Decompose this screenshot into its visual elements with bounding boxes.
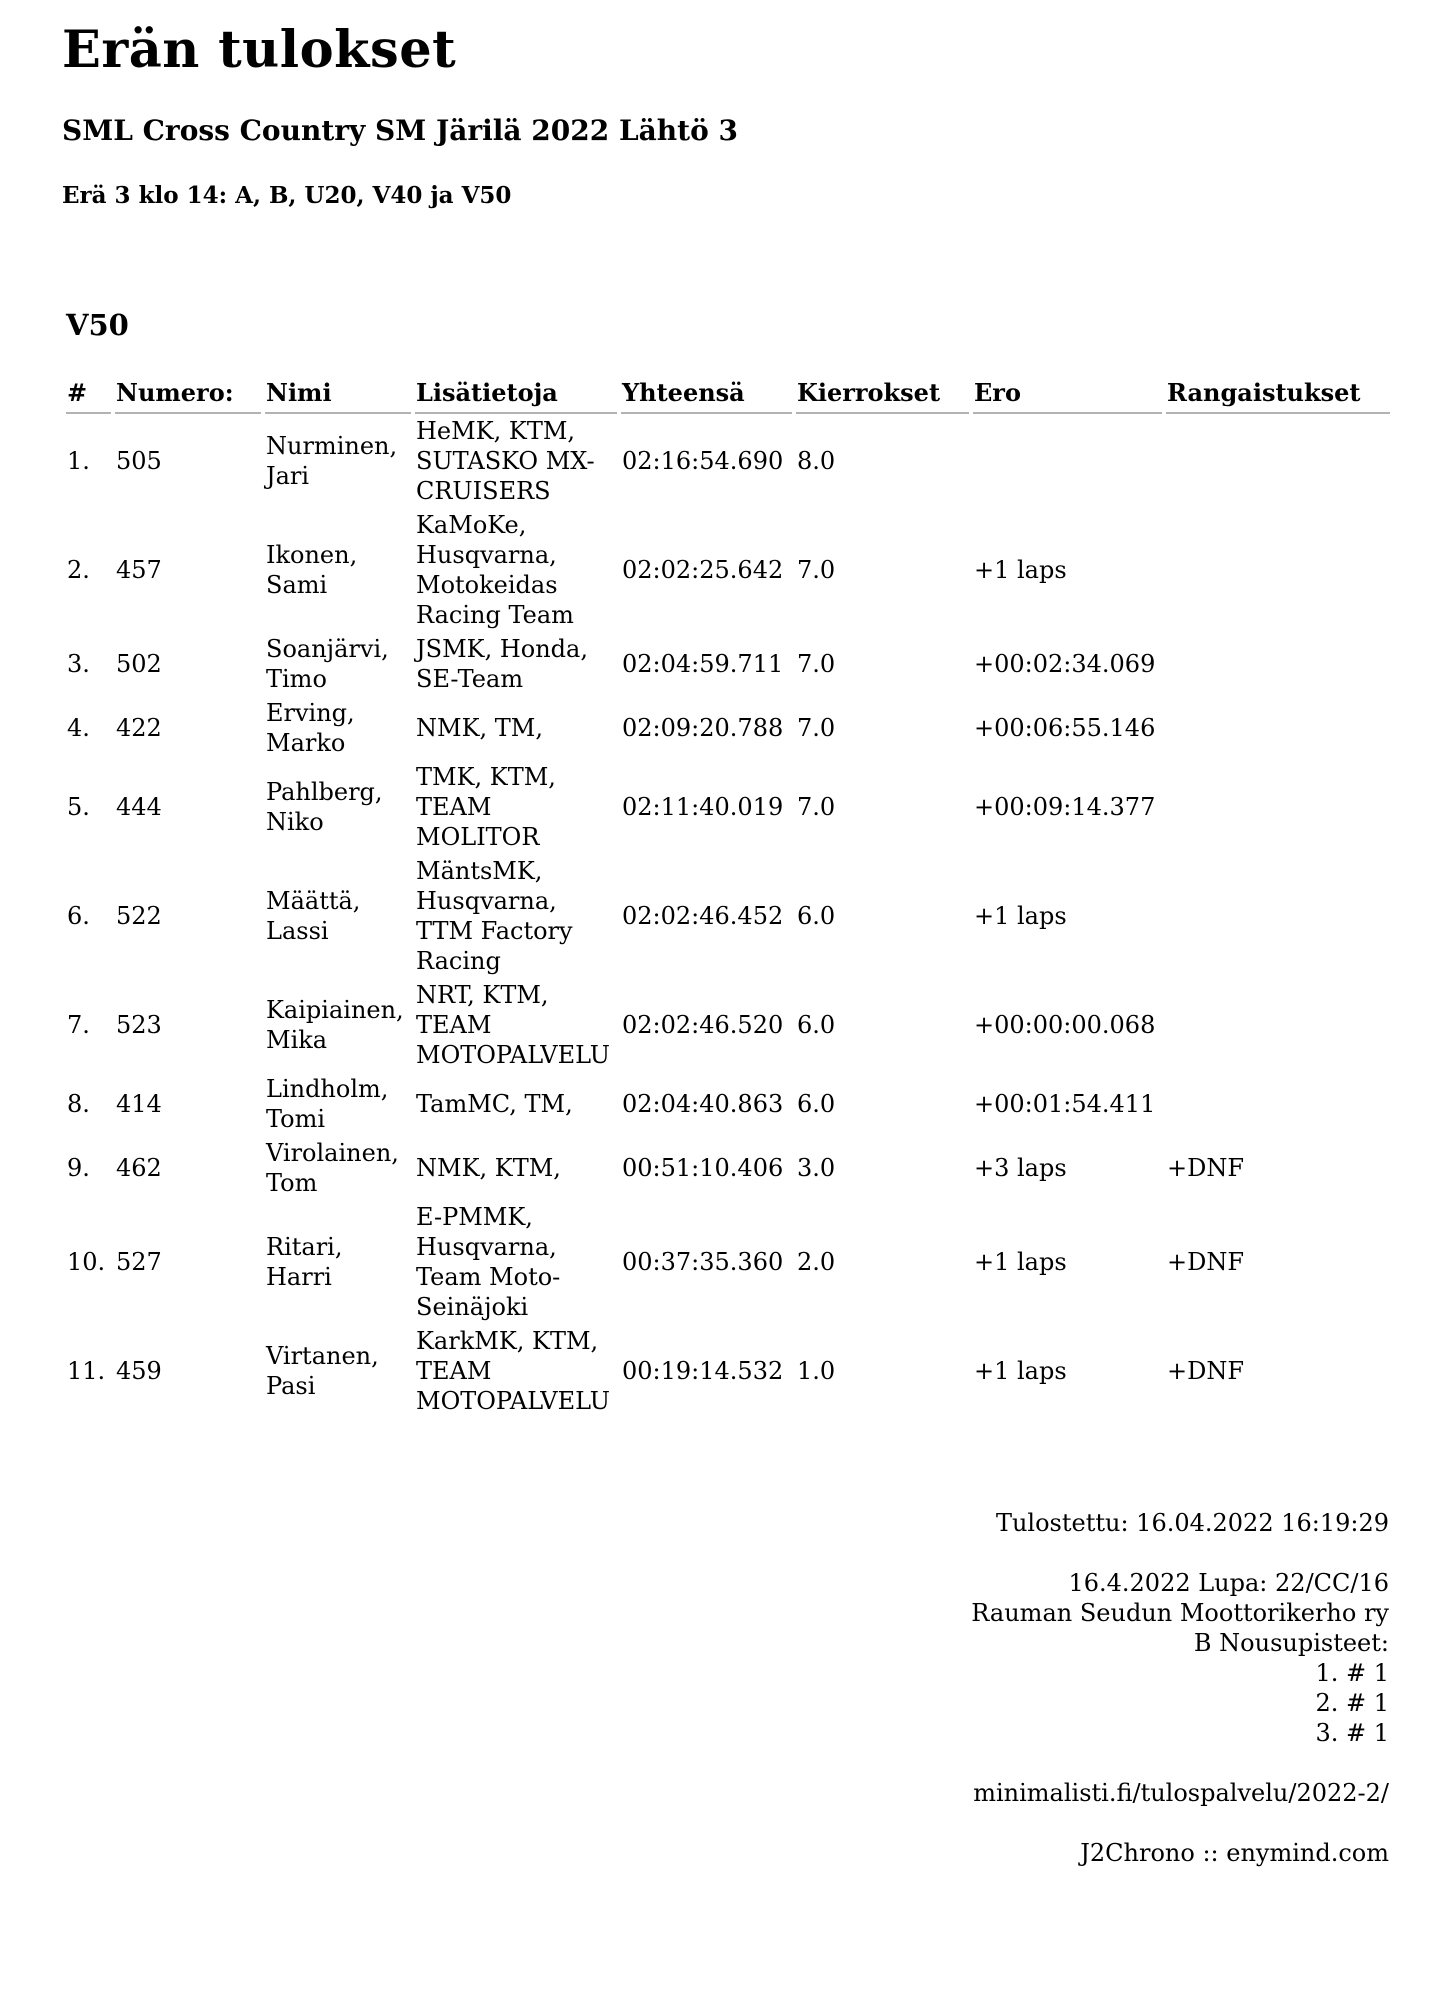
cell-penalty [1166, 854, 1390, 978]
spacer [971, 1808, 1389, 1838]
cell-info: KaMoKe, Husqvarna, Motokeidas Racing Team [416, 511, 574, 629]
cell-name: Ritari, Harri [266, 1233, 343, 1291]
cell-number: 523 [116, 1011, 162, 1039]
cell-name: Määttä, Lassi [266, 887, 361, 945]
cell-number: 414 [116, 1090, 162, 1118]
cell-gap [973, 414, 1162, 508]
cell-number: 459 [116, 1357, 162, 1385]
results-table [62, 374, 1394, 1418]
cell-info: KarkMK, KTM, TEAM MOTOPALVELU [416, 1327, 611, 1415]
cell-number: 422 [116, 714, 162, 742]
cell-penalty: +DNF [1167, 1154, 1245, 1182]
cell-penalty [1166, 696, 1390, 760]
table-row [66, 1072, 1390, 1136]
table-row [66, 1200, 1390, 1324]
cell-position: 1. [67, 447, 90, 475]
column-header-position: # [66, 374, 111, 414]
cell-gap: +00:02:34.069 [974, 650, 1156, 678]
cell-position: 6. [67, 902, 90, 930]
cell-name: Erving, Marko [266, 699, 355, 757]
table-row [66, 696, 1390, 760]
cell-total: 00:19:14.532 [622, 1357, 784, 1385]
column-header-penalties: Rangaistukset [1166, 374, 1390, 414]
cell-penalty [1166, 1072, 1390, 1136]
spacer [971, 1538, 1389, 1568]
column-header-number: Numero: [115, 374, 261, 414]
cell-name: Ikonen, Sami [266, 541, 358, 599]
cell-info: MäntsMK, Husqvarna, TTM Factory Racing [416, 857, 573, 975]
table-header-row [66, 374, 1390, 414]
cell-position: 8. [67, 1090, 90, 1118]
cell-info: NMK, TM, [416, 714, 543, 742]
table-row [66, 1324, 1390, 1418]
organizer-name: Rauman Seudun Moottorikerho ry [971, 1599, 1389, 1627]
cell-info: JSMK, Honda, SE-Team [416, 635, 588, 693]
cell-info: HeMK, KTM, SUTASKO MX-CRUISERS [416, 417, 595, 505]
cell-number: 462 [116, 1154, 162, 1182]
cell-number: 444 [116, 793, 162, 821]
spacer [971, 1748, 1389, 1778]
cell-total: 02:04:59.711 [622, 650, 784, 678]
table-row [66, 414, 1390, 508]
cell-gap: +00:00:00.068 [974, 1011, 1156, 1039]
cell-position: 9. [67, 1154, 90, 1182]
cell-laps: 7.0 [797, 793, 836, 821]
results-service-url: minimalisti.fi/tulospalvelu/2022-2/ [973, 1779, 1389, 1807]
results-footer [971, 1508, 1389, 1868]
cell-penalty: +DNF [1167, 1357, 1245, 1385]
cell-penalty [1166, 632, 1390, 696]
cell-total: 02:11:40.019 [622, 793, 784, 821]
cell-info: NRT, KTM, TEAM MOTOPALVELU [416, 981, 611, 1069]
cell-laps: 6.0 [797, 1090, 836, 1118]
table-row [66, 508, 1390, 632]
cell-name: Nurminen, Jari [266, 432, 398, 490]
cell-penalty: +DNF [1167, 1248, 1245, 1276]
permit-line: 16.4.2022 Lupa: 22/CC/16 [1068, 1569, 1389, 1597]
cell-laps: 8.0 [797, 447, 836, 475]
promotion-point-item: 1. # 1 [1315, 1659, 1389, 1687]
cell-info: E-PMMK, Husqvarna, Team Moto-Seinäjoki [416, 1203, 561, 1321]
cell-position: 7. [67, 1011, 90, 1039]
cell-number: 527 [116, 1248, 162, 1276]
cell-penalty [1166, 760, 1390, 854]
cell-name: Kaipiainen, Mika [266, 996, 404, 1054]
cell-total: 00:51:10.406 [622, 1154, 784, 1182]
cell-laps: 6.0 [797, 1011, 836, 1039]
cell-penalty [1166, 508, 1390, 632]
cell-laps: 7.0 [797, 556, 836, 584]
page-title: Erän tulokset [62, 20, 457, 80]
cell-gap: +00:06:55.146 [974, 714, 1156, 742]
cell-number: 502 [116, 650, 162, 678]
cell-position: 3. [67, 650, 90, 678]
cell-gap: +1 laps [974, 1248, 1067, 1276]
promotion-point-item: 3. # 1 [1315, 1719, 1389, 1747]
cell-position: 10. [67, 1248, 106, 1276]
cell-position: 2. [67, 556, 90, 584]
cell-laps: 3.0 [797, 1154, 836, 1182]
cell-name: Virtanen, Pasi [266, 1342, 379, 1400]
column-header-name: Nimi [265, 374, 411, 414]
cell-total: 02:02:46.520 [622, 1011, 784, 1039]
cell-laps: 1.0 [797, 1357, 836, 1385]
column-header-info: Lisätietoja [415, 374, 617, 414]
cell-gap: +1 laps [974, 902, 1067, 930]
cell-info: TamMC, TM, [416, 1090, 573, 1118]
table-row [66, 978, 1390, 1072]
cell-gap: +3 laps [974, 1154, 1067, 1182]
cell-gap: +1 laps [974, 1357, 1067, 1385]
table-row [66, 760, 1390, 854]
printed-timestamp: Tulostettu: 16.04.2022 16:19:29 [995, 1509, 1389, 1537]
column-header-total: Yhteensä [621, 374, 792, 414]
table-row [66, 632, 1390, 696]
software-credit: J2Chrono :: enymind.com [1080, 1839, 1389, 1867]
column-header-gap: Ero [973, 374, 1162, 414]
promotion-points-title: B Nousupisteet: [1193, 1629, 1389, 1657]
cell-laps: 7.0 [797, 650, 836, 678]
cell-position: 4. [67, 714, 90, 742]
column-header-laps: Kierrokset [796, 374, 969, 414]
cell-gap: +1 laps [974, 556, 1067, 584]
cell-laps: 6.0 [797, 902, 836, 930]
cell-number: 457 [116, 556, 162, 584]
cell-name: Virolainen, Tom [266, 1139, 399, 1197]
table-row [66, 854, 1390, 978]
cell-laps: 2.0 [797, 1248, 836, 1276]
cell-position: 11. [67, 1357, 106, 1385]
cell-total: 02:02:25.642 [622, 556, 784, 584]
cell-name: Lindholm, Tomi [266, 1075, 389, 1133]
cell-name: Pahlberg, Niko [266, 778, 383, 836]
cell-name: Soanjärvi, Timo [266, 635, 389, 693]
cell-total: 00:37:35.360 [622, 1248, 784, 1276]
cell-penalty [1166, 978, 1390, 1072]
cell-gap: +00:09:14.377 [974, 793, 1156, 821]
promotion-point-item: 2. # 1 [1315, 1689, 1389, 1717]
cell-total: 02:04:40.863 [622, 1090, 784, 1118]
class-title: V50 [66, 308, 129, 342]
event-title: SML Cross Country SM Järilä 2022 Lähtö 3 [62, 114, 738, 147]
heat-title: Erä 3 klo 14: A, B, U20, V40 ja V50 [62, 182, 512, 209]
cell-number: 522 [116, 902, 162, 930]
cell-gap: +00:01:54.411 [974, 1090, 1156, 1118]
cell-info: NMK, KTM, [416, 1154, 561, 1182]
cell-total: 02:02:46.452 [622, 902, 784, 930]
cell-penalty [1166, 414, 1390, 508]
cell-total: 02:09:20.788 [622, 714, 784, 742]
cell-info: TMK, KTM, TEAM MOLITOR [416, 763, 556, 851]
cell-position: 5. [67, 793, 90, 821]
table-row [66, 1136, 1390, 1200]
cell-total: 02:16:54.690 [622, 447, 784, 475]
cell-laps: 7.0 [797, 714, 836, 742]
cell-number: 505 [116, 447, 162, 475]
